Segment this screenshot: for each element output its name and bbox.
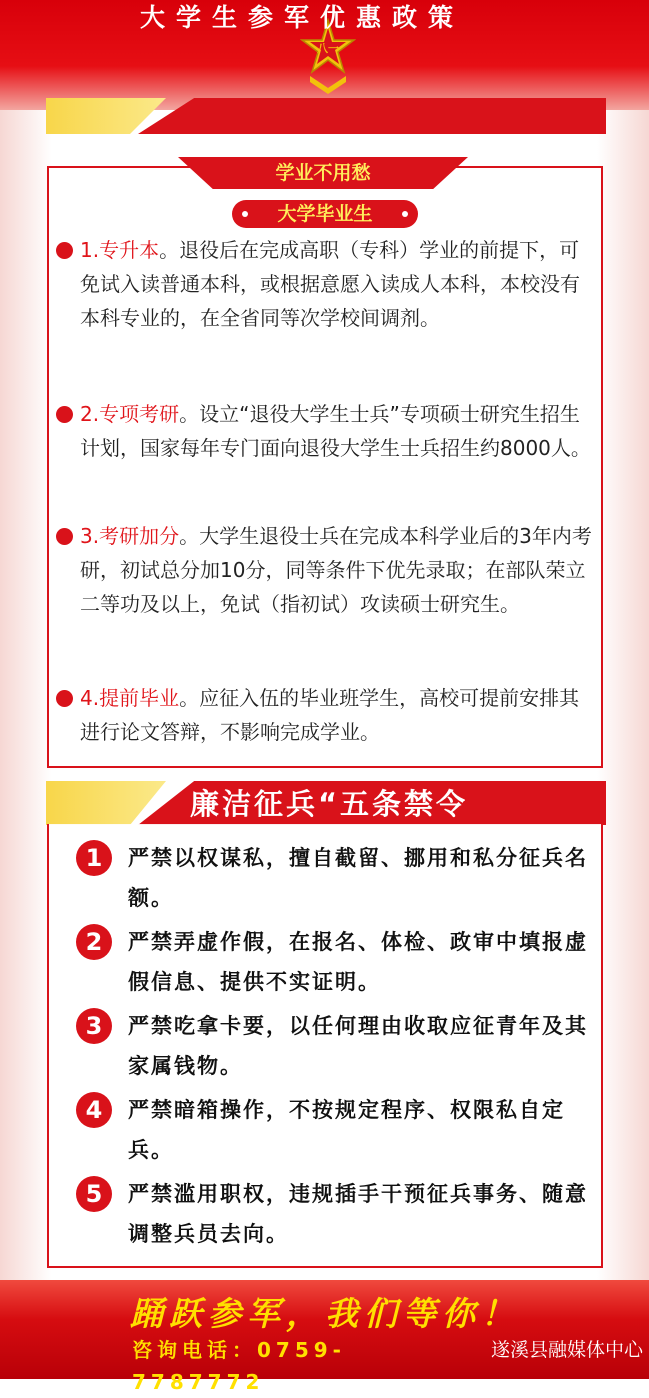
- rule-item: [80, 838, 590, 918]
- subsection-pill-label: 大学毕业生: [277, 203, 373, 225]
- section-tab-label: 学业不用愁: [275, 162, 371, 184]
- policy-item: [80, 681, 592, 749]
- rule-text: 严禁吃拿卡要，以任何理由收取应征青年及其家属钱物。: [128, 1014, 588, 1078]
- footer-slogan: 踊跃参军，我们等你！: [130, 1294, 520, 1333]
- title-bar: [46, 98, 606, 134]
- policy-item: [80, 519, 592, 621]
- policy-head: 2.专项考研: [80, 402, 180, 426]
- policy-body: 。大学生退役士兵在完成本科学业后的3年内考研，初试总分加10分，同等条件下优先录取；在部队荣立二等功及以上，免试（指初试）攻读硕士研究生。: [80, 524, 592, 616]
- page-title: 大学生参军优惠政策: [140, 3, 465, 32]
- rule-item: [80, 1174, 590, 1254]
- policy-body: 。退役后在完成高职（专科）学业的前提下，可免试入读普通本科，或根据意愿入读成人本科，本校没有本科专业的，在全省同等次学校间调剂。: [80, 238, 580, 330]
- policy-body: 。应征入伍的毕业班学生，高校可提前安排其进行论文答辩，不影响完成学业。: [80, 686, 580, 744]
- policy-head: 3.考研加分: [80, 524, 180, 548]
- section2-title: 廉洁征兵“五条禁令: [190, 787, 469, 821]
- policy-item: [80, 233, 592, 335]
- rule-number-badge: 3: [76, 1008, 112, 1044]
- rule-number-badge: 5: [76, 1176, 112, 1212]
- hotline-text: 咨询电话：0759-7787772: [132, 1338, 346, 1394]
- red-dot-icon: [56, 528, 73, 545]
- rule-text: 严禁滥用职权，违规插手干预征兵事务、随意调整兵员去向。: [128, 1182, 588, 1246]
- rule-number-badge: 2: [76, 924, 112, 960]
- policy-item: [80, 397, 592, 465]
- star-badge-text: 八一: [317, 42, 339, 55]
- rule-item: [80, 922, 590, 1002]
- rule-item: [80, 1006, 590, 1086]
- rule-text: 严禁以权谋私，擅自截留、挪用和私分征兵名额。: [128, 846, 588, 910]
- policy-head: 4.提前毕业: [80, 686, 180, 710]
- rule-text: 严禁弄虚作假，在报名、体检、政审中填报虚假信息、提供不实证明。: [128, 930, 588, 994]
- rule-item: [80, 1090, 590, 1170]
- rule-number-badge: 1: [76, 840, 112, 876]
- media-watermark: 遂溪县融媒体中心: [490, 1339, 643, 1361]
- rule-number-badge: 4: [76, 1092, 112, 1128]
- policy-body: 。设立“退役大学生士兵”专项硕士研究生招生计划，国家每年专门面向退役大学生士兵招生约8000人。: [80, 402, 591, 460]
- red-dot-icon: [56, 406, 73, 423]
- rule-text: 严禁暗箱操作，不按规定程序、权限私自定兵。: [128, 1098, 565, 1162]
- red-dot-icon: [56, 242, 73, 259]
- red-dot-icon: [56, 690, 73, 707]
- policy-head: 1.专升本: [80, 238, 160, 262]
